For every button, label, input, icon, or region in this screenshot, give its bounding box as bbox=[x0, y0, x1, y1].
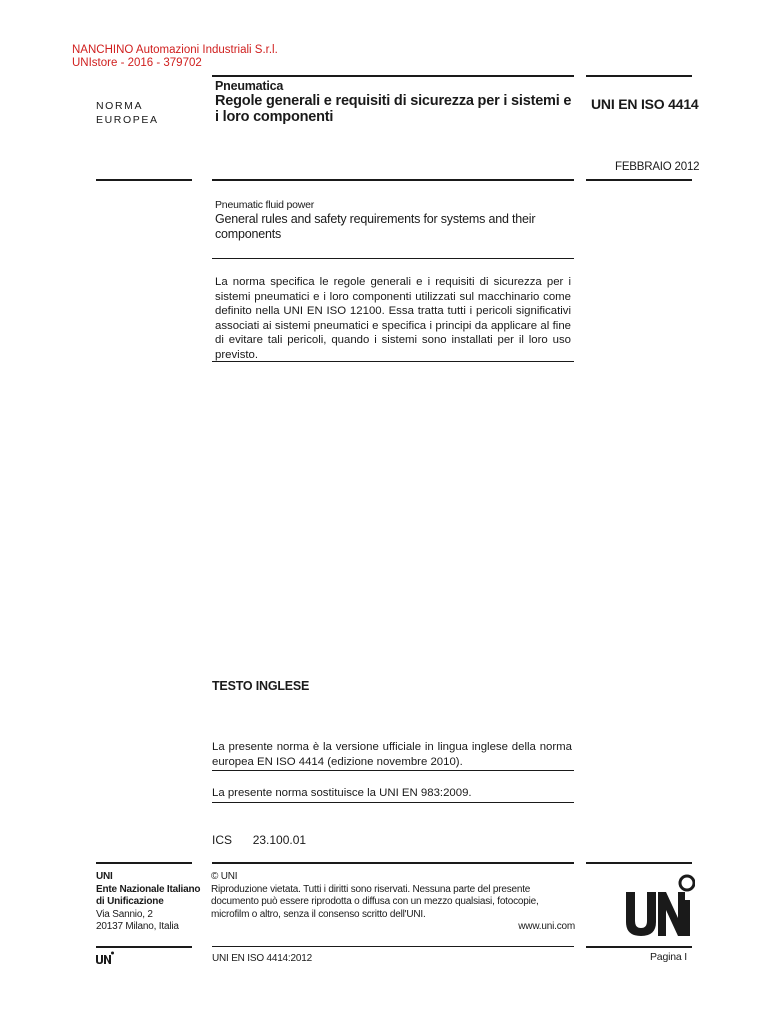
norma-label: NORMA bbox=[96, 100, 144, 112]
english-rule bbox=[212, 258, 574, 259]
page-title: Regole generali e requisiti di sicurezza per i sistemi e i loro componenti bbox=[215, 93, 572, 125]
copyright: © UNI bbox=[211, 871, 238, 882]
bottom-rule-left bbox=[96, 946, 192, 948]
abstract-rule bbox=[212, 361, 574, 362]
category-italian: Pneumatica bbox=[215, 79, 284, 93]
standard-code: UNI EN ISO 4414 bbox=[591, 96, 699, 112]
ics-label: ICS bbox=[212, 833, 233, 847]
bottom-rule-main bbox=[212, 946, 574, 947]
header-rule-right bbox=[586, 179, 692, 181]
norma-europea-label bbox=[96, 99, 159, 127]
document-id: UNI EN ISO 4414:2012 bbox=[212, 953, 312, 964]
replaces-text: La presente norma sostituisce la UNI EN 983:2009. bbox=[212, 787, 472, 799]
english-title: General rules and safety requirements for systems and their components bbox=[215, 212, 536, 241]
org-short: UNI bbox=[96, 871, 113, 882]
official-rule bbox=[212, 770, 574, 771]
org-name-line-1: Ente Nazionale Italiano bbox=[96, 883, 201, 895]
stamp-line-2: UNIstore - 2016 - 379702 bbox=[72, 57, 202, 69]
bottom-rule-right bbox=[586, 946, 692, 948]
replaces-rule bbox=[212, 802, 574, 803]
official-version-text: La presente norma è la versione ufficiale in lingua inglese della norma europea EN ISO 4414 (edizione novembre 2010). bbox=[212, 741, 572, 768]
organization-block bbox=[96, 871, 200, 934]
address-line-1: Via Sannio, 2 bbox=[96, 908, 153, 920]
header-rule-left bbox=[96, 179, 192, 181]
address-line-2: 20137 Milano, Italia bbox=[96, 921, 179, 932]
distributor-stamp bbox=[72, 44, 278, 70]
rights-notice: Riproduzione vietata. Tutti i diritti sono riservati. Nessuna parte del presente documento può essere riprodotta o diffusa con un mezzo qualsiasi, fotocopie, microfilm o altro, senza il consenso scritto dell'UNI. bbox=[211, 883, 539, 920]
europea-label: EUROPEA bbox=[96, 114, 159, 126]
top-rule-right bbox=[586, 75, 692, 77]
category-english: Pneumatic fluid power bbox=[215, 199, 315, 211]
stamp-line-1: NANCHINO Automazioni Industriali S.r.l. bbox=[72, 44, 278, 56]
ics-value: 23.100.01 bbox=[252, 833, 307, 847]
top-rule-main bbox=[212, 75, 574, 77]
testo-inglese-heading: TESTO INGLESE bbox=[212, 679, 310, 693]
uni-small-logo bbox=[95, 951, 115, 965]
abstract-text: La norma specifica le regole generali e i requisiti di sicurezza per i sistemi pneumatici e i loro componenti utilizzati sul macchinario come definito nella UNI EN ISO 12100. Essa tratta tutti i pericoli significativi associati ai sistemi pneumatici e specifica i principi da applicare al fine di evitare tali pericoli, quando i sistemi sono installati per il loro uso previsto. bbox=[215, 276, 571, 361]
uni-logo bbox=[620, 870, 695, 942]
publication-date: FEBBRAIO 2012 bbox=[615, 161, 700, 173]
website-link[interactable]: www.uni.com bbox=[518, 921, 575, 932]
ics-line bbox=[212, 833, 306, 847]
org-name-line-2: di Unificazione bbox=[96, 896, 164, 907]
page-number: Pagina I bbox=[650, 951, 687, 963]
header-rule-main bbox=[212, 179, 574, 181]
footer-rule-right bbox=[586, 862, 692, 864]
footer-rule-left bbox=[96, 862, 192, 864]
copyright-block bbox=[211, 871, 575, 934]
footer-rule-main bbox=[212, 862, 574, 864]
